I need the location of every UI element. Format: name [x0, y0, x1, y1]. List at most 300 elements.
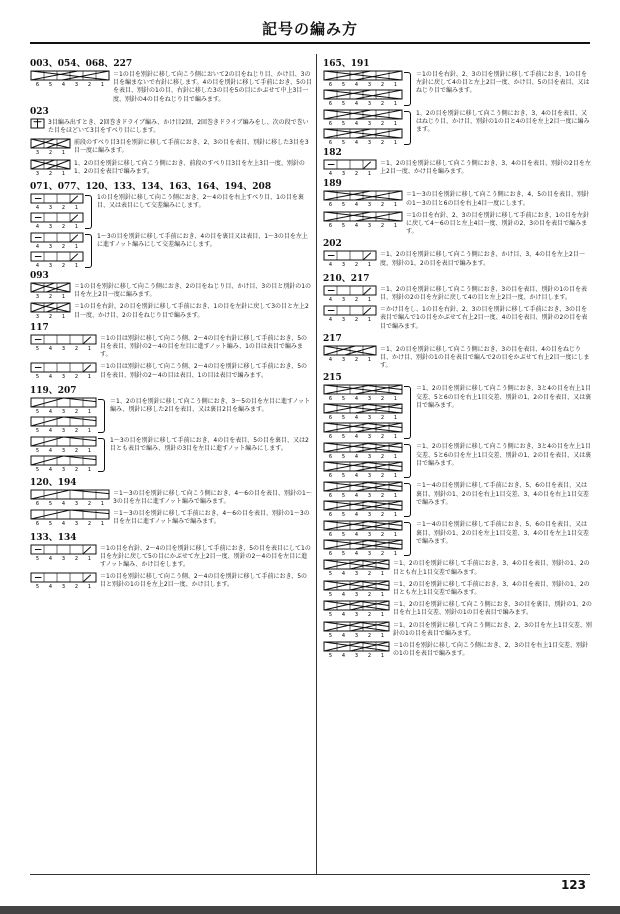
stitch-number: 1	[87, 374, 92, 380]
stitch-description: ＝1、2の目を別針に移して手前におき、3、4の目を表目、別針の1、2の目とも左上1目交差で編みます。	[393, 580, 590, 597]
stitch-chart	[323, 422, 403, 439]
stitch-number: 1	[74, 263, 79, 269]
stitch-number: 2	[380, 551, 385, 557]
stitch-number: 1	[74, 224, 79, 230]
stitch-number: 1	[393, 454, 398, 460]
stitch-number: 1	[380, 591, 385, 597]
symbol-entry	[323, 580, 593, 597]
stitch-number: 3	[35, 170, 40, 176]
stitch-description: ＝かけ目をし、1の目を右針、2、3の目を別針に移して手前におき、3の目を表目で編んで1の目をかぶせて右上2目一度、4の目を表目、別針の2の目を表目で編みます。	[380, 306, 588, 330]
stitch-number: 4	[354, 140, 359, 145]
stitch-number: 2	[380, 222, 385, 228]
stitch-number: 1	[393, 140, 398, 145]
stitch-number: 4	[354, 512, 359, 518]
stitch-number: 4	[354, 396, 359, 402]
stitch-number: 2	[87, 82, 92, 87]
stitch-number: 4	[48, 555, 53, 561]
stitch-number: 4	[48, 584, 53, 590]
stitch-description: ＝1、2の目を別針に移して向こう側におき、3〜5の目を左目に進すノット編み、別針に移した2目を表目、又は裏目2目を編みます。	[110, 397, 311, 414]
stitch-number: 3	[367, 202, 372, 208]
stitch-number: 3	[341, 171, 346, 176]
stitch-number: 3	[367, 454, 372, 460]
stitch-number: 4	[61, 521, 66, 527]
stitch-number: 4	[61, 500, 66, 506]
chart-frame	[31, 456, 96, 465]
chart-group	[323, 285, 377, 302]
chart-group	[323, 520, 403, 556]
symbol-entry	[30, 302, 312, 319]
stitch-number: 4	[341, 653, 346, 659]
stitch-number: 4	[354, 121, 359, 126]
stitch-description: ＝1の目を別針に移して向こう側において2の目をねじり目、かけ目、3の目を編まないで右針に移します。4の目を別針に移して手前におき、5の目を表目、別針の1の目、右針に移した3の目を5の目にかぶせて中上3目一度、別針の4の目をねじり目で編みます。	[113, 71, 312, 103]
stitch-number: 3	[341, 356, 346, 362]
stitch-number: 2	[74, 427, 79, 433]
stitch-number: 3	[354, 612, 359, 618]
stitch-number: 5	[35, 408, 40, 414]
chart-group	[30, 159, 71, 176]
stitch-number: 2	[354, 171, 359, 176]
stitch-number: 6	[328, 121, 333, 126]
stitch-number: 1	[61, 150, 66, 156]
chart-group	[30, 118, 45, 135]
stitch-number: 1	[61, 170, 66, 176]
group-brace	[404, 444, 411, 478]
stitch-number: 1	[393, 202, 398, 208]
stitch-number: 4	[48, 345, 53, 351]
stitch-number: 1	[393, 493, 398, 499]
stitch-number: 2	[61, 263, 66, 269]
stitch-number: 5	[35, 427, 40, 433]
stitch-number: 3	[48, 224, 53, 230]
stitch-chart	[30, 572, 97, 589]
stitch-chart	[323, 384, 403, 401]
stitch-chart	[323, 500, 403, 517]
stitch-chart	[30, 436, 97, 453]
symbol-entry	[323, 481, 593, 517]
stitch-number: 2	[354, 317, 359, 323]
stitch-number: 3	[367, 551, 372, 557]
stitch-number: 3	[341, 296, 346, 302]
stitch-number: 5	[35, 345, 40, 351]
stitch-number: 5	[328, 571, 333, 577]
stitch-number: 3	[341, 317, 346, 323]
stitch-description: 1、2の目を別針に移して向こう側におき、前段のすべり目3目を左上3目一度、別針の1、2の目を表目で編みます。	[74, 159, 305, 175]
stitch-number: 1	[393, 415, 398, 421]
stitch-number: 3	[367, 140, 372, 145]
stitch-chart	[30, 544, 97, 561]
stitch-chart	[323, 70, 403, 87]
stitch-chart	[30, 362, 97, 379]
stitch-description: ＝1の目は別針に移して向こう側、2〜4の目を右針に移して手前におき、5の目を表目、別針の2〜4の目を左目に進すノット編み、1の目は表目で編みます。	[100, 334, 308, 359]
symbol-entry	[323, 285, 593, 302]
section-heading: 117	[30, 322, 49, 333]
stitch-description: ＝1の目を右針、2〜4の目を別針に移して手前におき、5の目を表目にして1の目を左針に戻して5の目にかぶせて左上2目一度、別針の2〜4の目を左目に進すノット編み、かけ目をします。	[100, 544, 311, 569]
chart-group	[30, 362, 97, 379]
chart-frame	[31, 398, 96, 407]
stitch-number: 1	[393, 121, 398, 126]
stitch-number: 5	[328, 653, 333, 659]
stitch-number: 1	[393, 473, 398, 479]
stitch-number: 3	[61, 584, 66, 590]
symbol-entry	[30, 334, 312, 360]
stitch-number: 2	[367, 571, 372, 577]
chart-group	[30, 302, 71, 319]
stitch-number: 4	[341, 632, 346, 638]
stitch-chart	[323, 520, 403, 537]
stitch-number: 4	[48, 408, 53, 414]
stitch-number: 5	[341, 202, 346, 208]
stitch-number: 5	[341, 551, 346, 557]
chart-group	[30, 489, 110, 506]
stitch-number: 2	[367, 591, 372, 597]
stitch-number: 1	[393, 512, 398, 518]
stitch-number: 2	[380, 396, 385, 402]
symbol-entry	[323, 70, 593, 106]
stitch-number: 5	[341, 140, 346, 145]
stitch-number: 1	[74, 205, 79, 211]
stitch-number: 1	[367, 262, 372, 268]
chart-group	[323, 345, 377, 362]
chart-group	[323, 559, 390, 576]
stitch-number: 3	[367, 396, 372, 402]
stitch-number: 5	[35, 555, 40, 561]
group-brace	[404, 386, 411, 439]
stitch-number: 2	[74, 447, 79, 453]
chart-group	[323, 305, 377, 322]
stitch-number: 6	[328, 222, 333, 228]
stitch-chart	[323, 89, 403, 106]
chart-group	[30, 334, 97, 351]
stitch-number: 4	[48, 374, 53, 380]
stitch-number: 4	[354, 222, 359, 228]
symbol-entry	[323, 159, 593, 176]
stitch-number: 3	[74, 82, 79, 87]
stitch-number: 3	[61, 427, 66, 433]
chart-group	[30, 282, 71, 299]
stitch-number: 2	[74, 555, 79, 561]
stitch-number: 3	[367, 415, 372, 421]
stitch-number: 6	[328, 473, 333, 479]
chart-group	[323, 70, 403, 106]
stitch-description: ＝1の目を別針に移して向こう側におき、2、3の目を右上1目交差、別針の1の目を表目で編みます。	[393, 642, 589, 658]
stitch-number: 3	[35, 294, 40, 300]
stitch-number: 1	[393, 396, 398, 402]
stitch-number: 4	[354, 101, 359, 106]
stitch-description: ＝1〜3の目を別針に移して向こう側におき、4〜6の目を表目、別針の1〜3の目を左目に進すノット編みで編みます。	[113, 489, 312, 506]
stitch-chart	[323, 109, 403, 126]
stitch-number: 1	[380, 612, 385, 618]
stitch-number: 2	[61, 244, 66, 250]
stitch-number: 5	[48, 82, 53, 87]
stitch-number: 5	[35, 584, 40, 590]
stitch-number: 4	[354, 532, 359, 538]
chart-frame	[31, 417, 96, 426]
chart-group	[30, 138, 71, 155]
stitch-chart	[30, 416, 97, 433]
stitch-number: 3	[367, 493, 372, 499]
stitch-number: 6	[328, 551, 333, 557]
symbol-entry	[30, 489, 312, 506]
stitch-number: 4	[35, 205, 40, 211]
stitch-number: 1	[100, 82, 105, 87]
section-heading: 003、054、068、227	[30, 59, 133, 69]
stitch-number: 3	[48, 263, 53, 269]
stitch-number: 3	[367, 512, 372, 518]
stitch-number: 5	[328, 632, 333, 638]
stitch-number: 1	[61, 294, 66, 300]
section-heading: 210、217	[323, 273, 370, 284]
stitch-number: 1	[393, 222, 398, 228]
stitch-description: ＝1〜4の目を別針に移して手前におき、5、6の目を表目、又は裏目、別針の1、2の目を左上1目交差、3、4の目を左上1目交差で編みます。	[416, 521, 589, 545]
stitch-number: 3	[341, 262, 346, 268]
section-heading: 182	[323, 148, 342, 158]
stitch-description: ＝1の目を右針、2、3の目を別針に移して手前におき、1の目を左針に戻して4〜6の目と左上4目一度、別針の2、3の目を表目で編みます。	[406, 211, 590, 236]
section-heading: 120、194	[30, 477, 77, 488]
section-heading: 093	[30, 271, 49, 282]
chart-group	[323, 190, 403, 207]
stitch-chart	[30, 455, 97, 472]
chart-group	[323, 211, 403, 228]
stitch-number: 1	[380, 653, 385, 659]
stitch-number: 6	[328, 396, 333, 402]
stitch-description: 1、2の目を別針に移して向こう側におき、3、4の目を表目、又はねじり目、かけ目、別針の1の目と4の目を左上2目一度に編みます。	[416, 110, 590, 134]
stitch-chart	[323, 159, 377, 176]
stitch-number: 1	[87, 584, 92, 590]
stitch-chart	[323, 621, 390, 638]
stitch-number: 2	[380, 101, 385, 106]
stitch-number: 2	[380, 82, 385, 87]
stitch-number: 2	[354, 262, 359, 268]
stitch-number: 5	[341, 493, 346, 499]
stitch-chart	[30, 138, 71, 155]
stitch-number: 4	[328, 262, 333, 268]
symbol-entry	[323, 442, 593, 478]
section-heading: 215	[323, 373, 342, 384]
stitch-number: 5	[341, 454, 346, 460]
stitch-number: 3	[74, 500, 79, 506]
stitch-number: 1	[393, 434, 398, 440]
stitch-chart	[323, 461, 403, 478]
stitch-number: 6	[35, 521, 40, 527]
stitch-number: 2	[74, 374, 79, 380]
stitch-number: 3	[61, 466, 66, 472]
stitch-number: 2	[380, 121, 385, 126]
stitch-number: 2	[354, 296, 359, 302]
stitch-number: 2	[61, 224, 66, 230]
stitch-number: 2	[367, 632, 372, 638]
symbol-entry	[30, 544, 312, 570]
stitch-number: 6	[328, 454, 333, 460]
stitch-chart	[30, 302, 71, 319]
symbol-entry	[30, 436, 312, 472]
section-heading: 133、134	[30, 532, 77, 543]
chart-group	[323, 580, 390, 597]
stitch-number: 4	[328, 296, 333, 302]
stitch-number: 5	[48, 521, 53, 527]
stitch-description: ＝1〜3の目を別針に移して手前におき、4〜6の目を表目、別針の1〜3の目を左目に進すノット編みで編みます。	[113, 510, 310, 526]
stitch-number: 4	[354, 493, 359, 499]
stitch-number: 3	[367, 101, 372, 106]
stitch-chart	[30, 193, 84, 210]
stitch-number: 1	[393, 551, 398, 557]
stitch-number: 6	[35, 82, 40, 87]
chart-group	[323, 641, 390, 658]
stitch-chart	[323, 442, 403, 459]
stitch-number: 4	[354, 415, 359, 421]
stitch-number: 1	[367, 317, 372, 323]
chart-group	[30, 436, 97, 472]
chart-group	[30, 572, 97, 589]
stitch-number: 3	[354, 591, 359, 597]
stitch-chart	[323, 539, 403, 556]
stitch-number: 3	[367, 222, 372, 228]
group-brace	[85, 234, 92, 268]
stitch-number: 1	[100, 521, 105, 527]
stitch-number: 2	[380, 434, 385, 440]
chart-group	[30, 509, 110, 526]
symbol-entry	[323, 559, 593, 576]
stitch-description: ＝1、2の目を別針に移して向こう側におき、3の目を表目、4の目をねじり目、かけ目、別針の1の目を表目で編んで2の目をかぶせて右上2目一度にします。	[380, 345, 590, 370]
stitch-number: 4	[328, 317, 333, 323]
stitch-number: 3	[354, 571, 359, 577]
stitch-description: ＝1、2の目を別針に移して向こう側におき、3、4の目を表目、別針の2目を左上2目一度、かけ目を編みます。	[380, 160, 591, 176]
stitch-number: 2	[380, 202, 385, 208]
title-rule	[30, 42, 590, 44]
symbol-entry	[323, 384, 593, 439]
stitch-number: 6	[328, 82, 333, 87]
stitch-number: 3	[48, 244, 53, 250]
chart-group	[30, 397, 97, 433]
stitch-chart	[323, 128, 403, 145]
stitch-number: 4	[354, 434, 359, 440]
chart-group	[323, 442, 403, 478]
stitch-description: ＝1の目を別針に移して向こう側、2〜4の目を別針に移して手前におき、5の目と別針の1の目を左上2目一度、かけ目します。	[100, 573, 308, 589]
chart-group	[323, 481, 403, 517]
symbol-entry	[30, 193, 312, 229]
chart-group	[323, 250, 377, 267]
stitch-chart	[323, 305, 377, 322]
section-heading: 202	[323, 239, 342, 250]
group-brace	[404, 522, 411, 556]
stitch-description: ＝1の目は別針に移して向こう側、2〜4の目を別針に移して手前におき、5の目を表目、別針の2〜4の目は表目、1の目は表目で編みます。	[100, 363, 308, 379]
stitch-number: 2	[380, 140, 385, 145]
stitch-number: 2	[380, 512, 385, 518]
stitch-chart	[323, 285, 377, 302]
stitch-number: 4	[354, 202, 359, 208]
stitch-chart	[323, 403, 403, 420]
stitch-number: 2	[74, 345, 79, 351]
stitch-number: 2	[48, 314, 53, 320]
stitch-number: 6	[328, 202, 333, 208]
stitch-number: 3	[35, 314, 40, 320]
stitch-description: ＝1〜3の目を別針に移して向こう側におき、4、5の目を表目、別針の1〜3の目と6の目を右上4目一度にします。	[406, 191, 590, 207]
section-heading: 189	[323, 179, 342, 190]
stitch-number: 1	[100, 500, 105, 506]
stitch-number: 2	[74, 408, 79, 414]
stitch-number: 2	[380, 473, 385, 479]
stitch-number: 1	[393, 532, 398, 538]
group-brace	[98, 438, 105, 472]
stitch-number: 5	[341, 512, 346, 518]
stitch-chart	[30, 334, 97, 351]
stitch-chart	[323, 641, 390, 658]
stitch-chart	[323, 481, 403, 498]
stitch-chart	[323, 600, 390, 617]
bottom-bar	[0, 906, 620, 914]
stitch-chart	[30, 212, 84, 229]
symbol-entry	[323, 600, 593, 617]
stitch-number: 5	[48, 500, 53, 506]
stitch-number: 1	[380, 571, 385, 577]
stitch-chart	[323, 580, 390, 597]
stitch-number: 3	[35, 150, 40, 156]
column-divider	[316, 54, 317, 874]
chart-frame	[31, 437, 96, 446]
stitch-number: 2	[367, 653, 372, 659]
stitch-number: 1	[87, 466, 92, 472]
stitch-number: 2	[354, 356, 359, 362]
section-heading: 023	[30, 106, 49, 117]
group-brace	[85, 195, 92, 229]
stitch-description: ＝1、2の目を別針に移して向こう側におき、3と4の目を左上1目交差、5と6の目を左上1目交差、別針の1、2の目を表目、又は裏目で編みます。	[416, 443, 592, 467]
section-heading: 217	[323, 333, 342, 344]
symbol-entry	[323, 250, 593, 267]
symbol-entry	[323, 190, 593, 207]
stitch-number: 4	[328, 356, 333, 362]
group-brace	[404, 72, 411, 106]
chart-group	[323, 600, 390, 617]
section-heading: 071、077、120、133、134、163、164、194、208	[30, 182, 272, 193]
stitch-number: 3	[61, 555, 66, 561]
stitch-number: 5	[341, 532, 346, 538]
stitch-number: 1	[367, 296, 372, 302]
stitch-number: 3	[367, 473, 372, 479]
stitch-chart	[30, 70, 110, 87]
symbol-entry	[30, 572, 312, 589]
stitch-number: 4	[354, 473, 359, 479]
stitch-number: 3	[354, 653, 359, 659]
stitch-number: 2	[87, 500, 92, 506]
stitch-number: 1	[380, 632, 385, 638]
stitch-description: ＝1、2の目を別針に移して向こう側におき、3の目を表目、別針の1の目を表目、別針の2の目を左針に戻して4の目と左上2目一度、かけ目します。	[380, 285, 588, 302]
symbol-entry	[323, 305, 593, 331]
stitch-number: 5	[341, 473, 346, 479]
stitch-number: 4	[48, 466, 53, 472]
stitch-number: 6	[328, 434, 333, 440]
stitch-description: ＝1の目を別針に移して向こう側におき、2の目をねじり目、かけ目、3の目と別針の1の目を左上2目一度に編みます。	[74, 283, 312, 299]
stitch-number: 3	[354, 632, 359, 638]
stitch-number: 6	[35, 500, 40, 506]
stitch-number: 2	[367, 612, 372, 618]
stitch-number: 5	[35, 466, 40, 472]
page-title: 記号の編み方	[261, 20, 358, 38]
stitch-chart	[30, 232, 84, 249]
stitch-description: 前段のすべり目3目を別針に移して手前におき、2、3の目を表目、別針に移した3目を3目一度に編みます。	[74, 139, 309, 155]
stitch-number: 5	[328, 591, 333, 597]
stitch-number: 4	[341, 591, 346, 597]
stitch-number: 3	[367, 532, 372, 538]
stitch-number: 1	[74, 244, 79, 250]
stitch-chart	[323, 211, 403, 228]
section-heading: 165、191	[323, 59, 370, 69]
symbol-entry	[30, 509, 312, 526]
chart-group	[30, 232, 84, 268]
stitch-description: ＝1の目を右針、2、3の目を別針に移して手前におき、1の目を左針に戻して4の目と左上2目一度、かけ目、5の目を表目、又はねじり目で編みます。	[416, 71, 590, 95]
stitch-chart	[30, 282, 71, 299]
group-brace	[98, 399, 105, 433]
stitch-number: 1	[393, 82, 398, 87]
stitch-number: 1	[393, 101, 398, 106]
